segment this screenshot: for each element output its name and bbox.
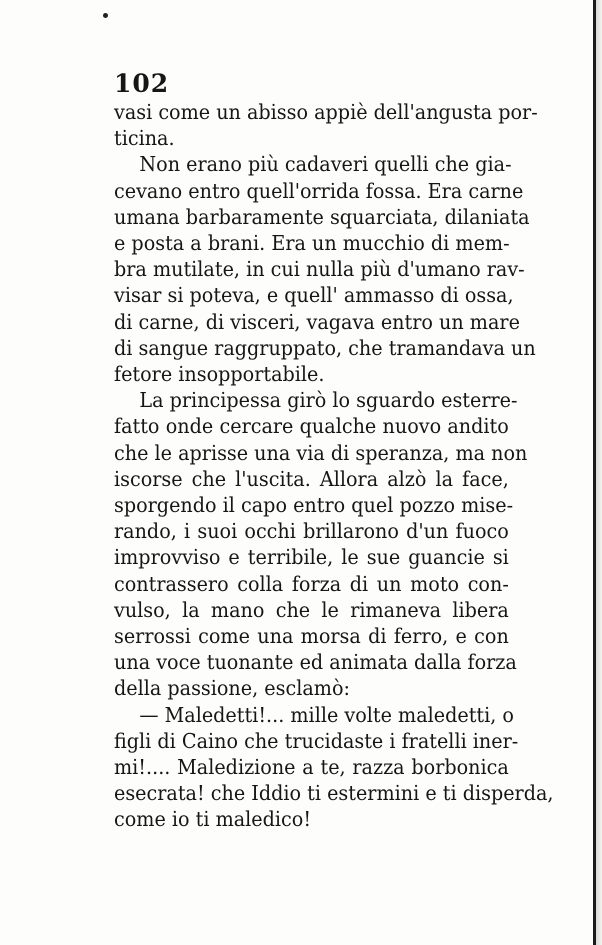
text-line: rando, i suoi occhi brillarono d'un fuoco xyxy=(114,519,509,544)
text-line: iscorse che l'uscita. Allora alzò la face, xyxy=(114,466,509,491)
text-line: figli di Caino che trucidaste i fratelli iner- xyxy=(114,728,519,753)
text-line: Non erano più cadaveri quelli che gia- xyxy=(139,152,512,177)
text-line: fetore insopportabile. xyxy=(114,362,325,387)
text-line: mi!.... Maledizione a te, razza borbonica xyxy=(114,755,509,780)
page-number: 102 xyxy=(114,69,170,98)
text-line: cevano entro quell'orrida fossa. Era carne xyxy=(114,178,524,203)
text-line: improvviso e terribile, le sue guancie si xyxy=(114,545,509,570)
text-line: di sangue raggruppato, che tramandava un xyxy=(114,335,536,360)
text-line: La principessa girò lo sguardo esterre- xyxy=(139,388,518,413)
ink-dot xyxy=(103,13,108,18)
text-line: bra mutilate, in cui nulla più d'umano rav- xyxy=(114,257,525,282)
text-line: della passione, esclamò: xyxy=(114,676,350,701)
page-edge xyxy=(593,0,596,945)
text-line: che le aprisse una via di speranza, ma non xyxy=(114,440,528,465)
body-text xyxy=(114,99,554,833)
page-edge-shadow xyxy=(596,0,602,945)
text-line: fatto onde cercare qualche nuovo andito xyxy=(114,414,509,439)
text-line: vasi come un abisso appiè dell'angusta por- xyxy=(114,100,538,124)
text-line: umana barbaramente squarciata, dilaniata xyxy=(114,204,530,229)
text-line: come io ti maledico! xyxy=(114,807,312,832)
text-line: contrassero colla forza di un moto con- xyxy=(114,571,509,596)
text-line: sporgendo il capo entro quel pozzo mise- xyxy=(114,493,514,518)
text-line: vulso, la mano che le rimaneva libera xyxy=(114,597,509,622)
text-line: di carne, di visceri, vagava entro un mare xyxy=(114,309,520,334)
text-line: — Maledetti!... mille volte maledetti, o xyxy=(139,702,514,727)
text-line: e posta a brani. Era un mucchio di mem- xyxy=(114,231,510,256)
text-line: esecrata! che Iddio ti estermini e ti disperda, xyxy=(114,781,554,806)
text-line: ticina. xyxy=(114,126,175,151)
text-line: serrossi come una morsa di ferro, e con xyxy=(114,624,509,649)
text-line: una voce tuonante ed animata dalla forza xyxy=(114,650,517,675)
text-line: visar si poteva, e quell' ammasso di ossa, xyxy=(114,283,514,308)
